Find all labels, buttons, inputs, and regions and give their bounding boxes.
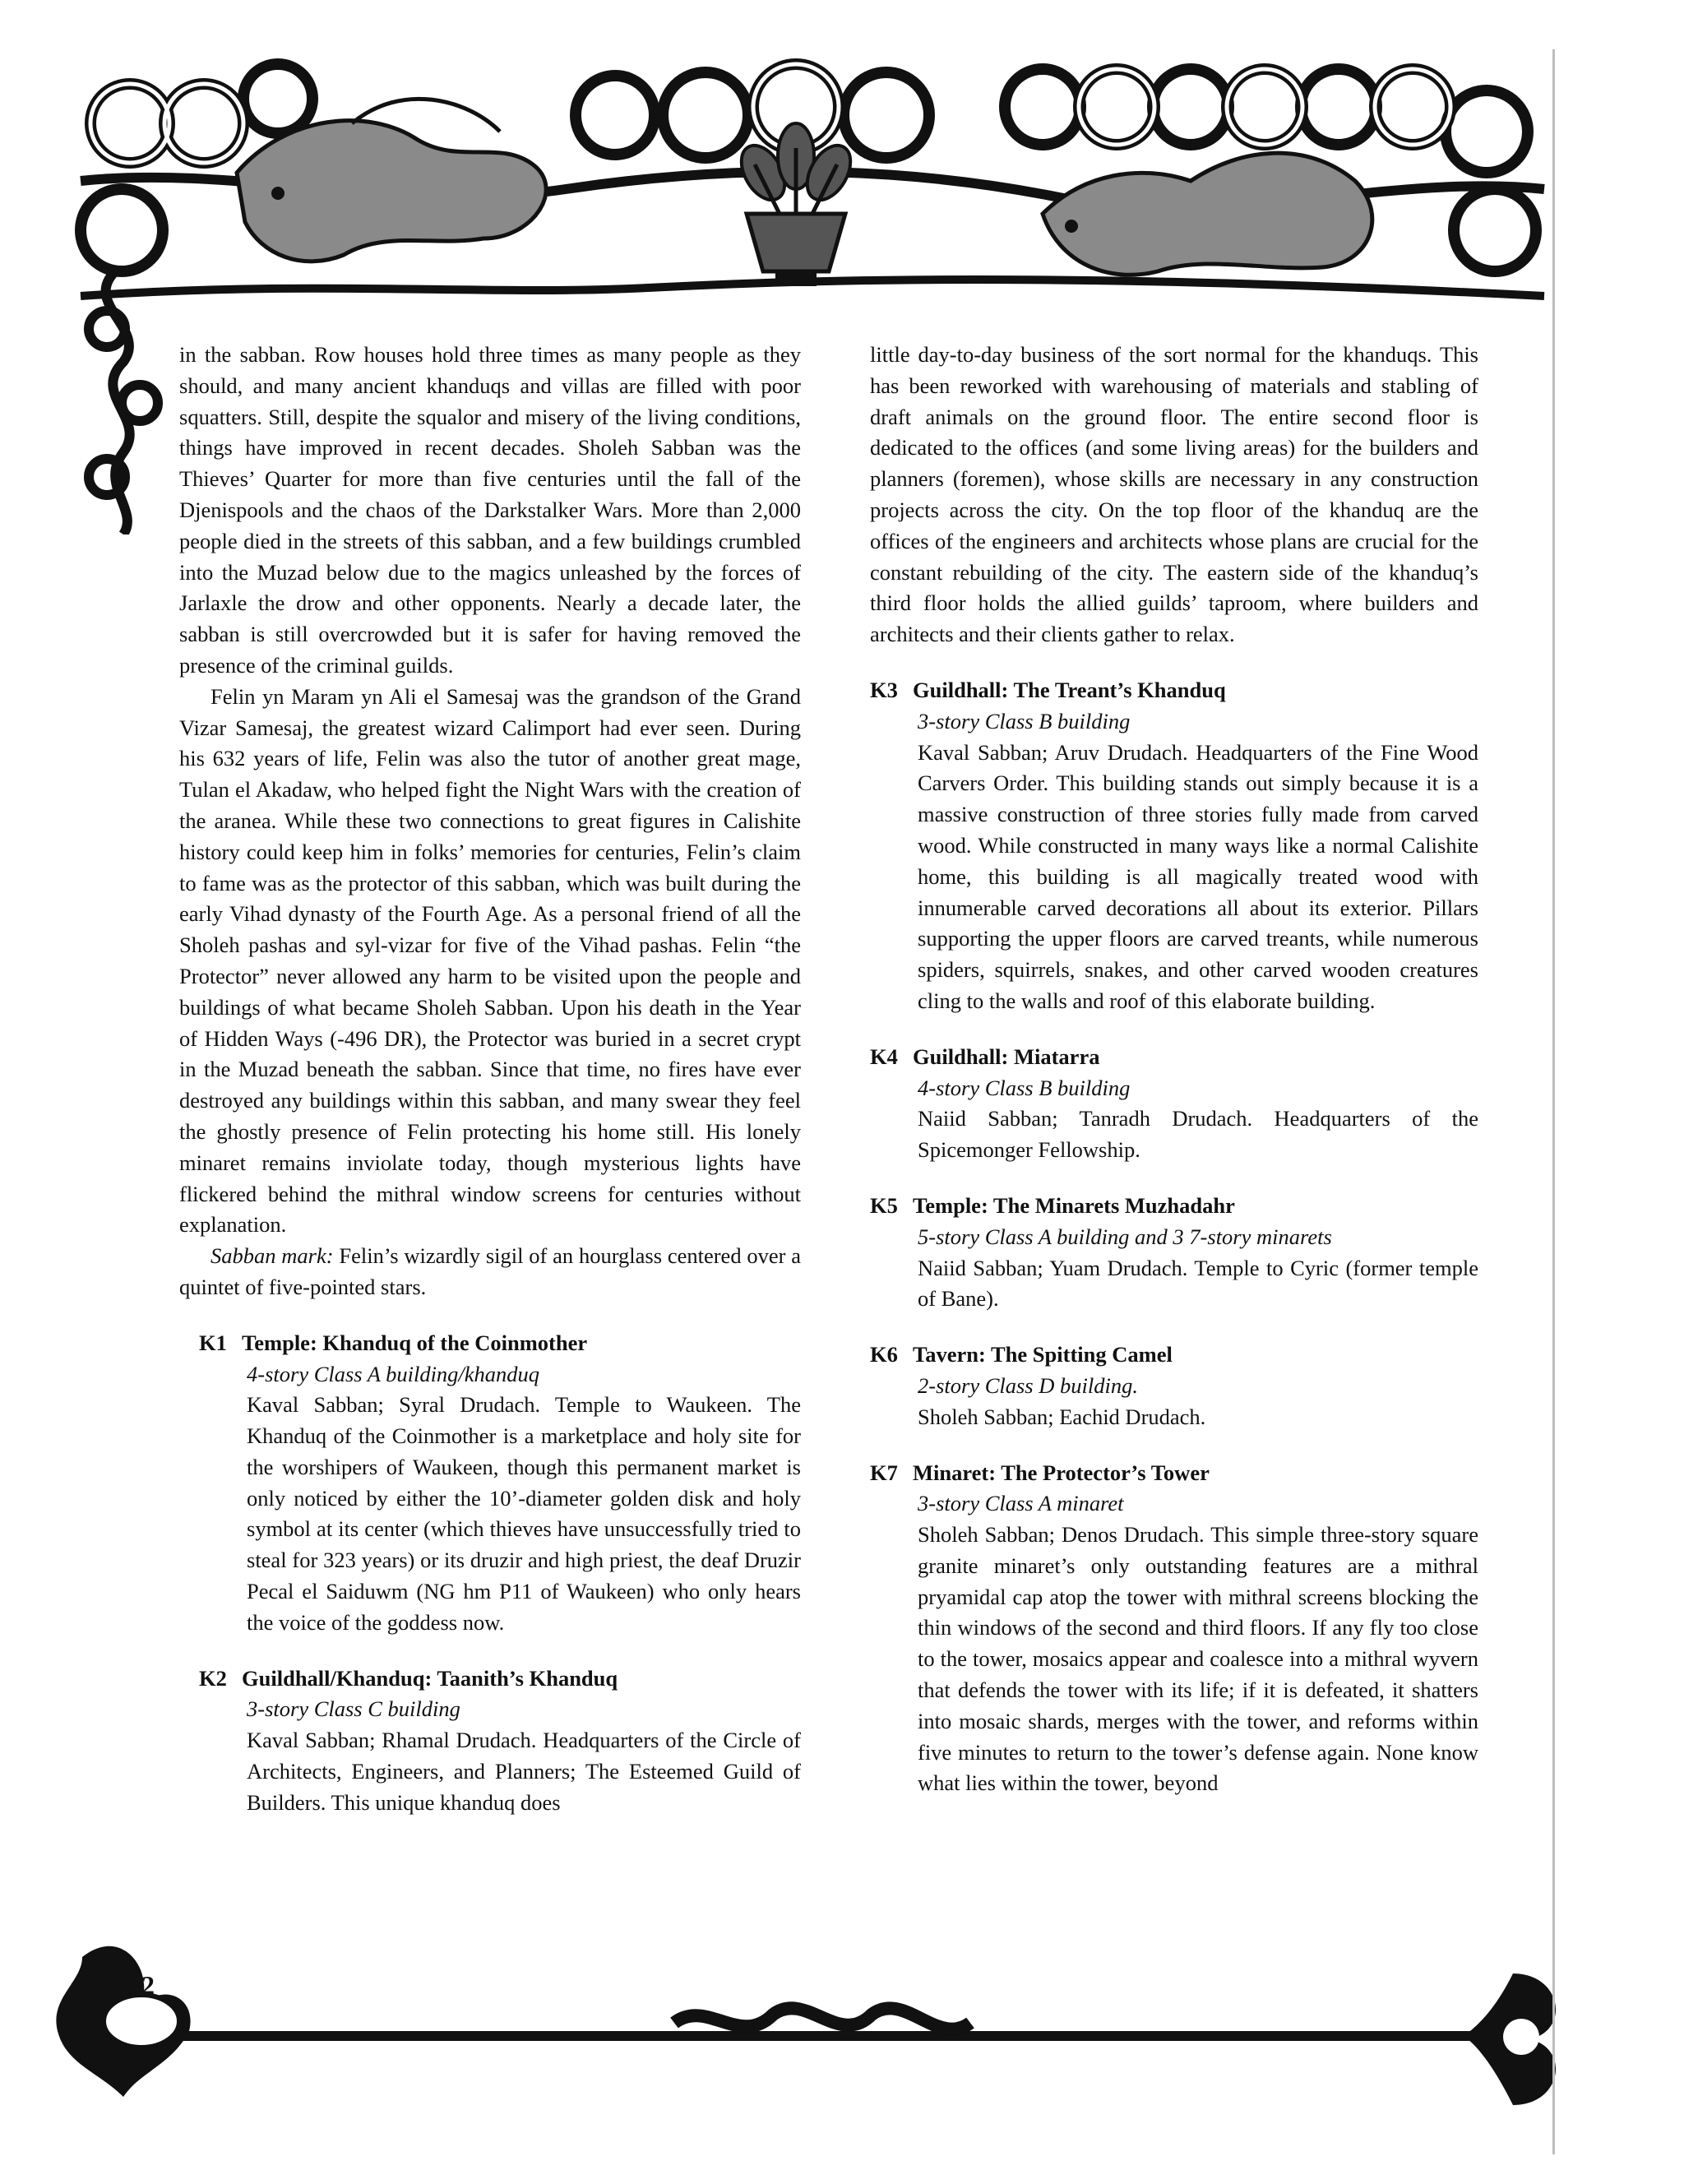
entry-subtitle: 5-story Class A building and 3 7-story minarets: [918, 1224, 1332, 1249]
entry-heading: [199, 1663, 801, 1695]
entry-code: K5: [870, 1192, 898, 1218]
entry-k5: [870, 1191, 1478, 1315]
entry-k6: [870, 1340, 1478, 1432]
entry-text: Naiid Sabban; Yuam Drudach. Temple to Cyric (former temple of Bane).: [918, 1255, 1478, 1312]
entry-text: Naiid Sabban; Tanradh Drudach. Headquarters of the Spicemonger Fellowship.: [918, 1106, 1478, 1163]
entry-title: Temple: Khanduq of the Coinmother: [242, 1330, 588, 1355]
entry-text: Kaval Sabban; Aruv Drudach. Headquarters of the Fine Wood Carvers Order. This building stands out simply because it is a massive construction of three stories fully made from carved wood. While constructed in many ways like a normal Calishite home, this building is all magically treated wood with innumerable carved decorations all about its exterior. Pillars supporting the upper floors are carved treants, while numerous spiders, squirrels, snakes, and other carved wooden creatures cling to the walls and roof of this elaborate building.: [918, 739, 1478, 1013]
entry-subtitle: 4-story Class A building/khanduq: [247, 1361, 540, 1386]
entry-title: Minaret: The Protector’s Tower: [913, 1460, 1210, 1485]
entry-text: Kaval Sabban; Rhamal Drudach. Headquarters of the Circle of Architects, Engineers, and Planners; The Esteemed Guild of Builders. This unique khanduq does: [247, 1728, 801, 1815]
entry-heading: [870, 1458, 1478, 1489]
paragraph-continuation: in the sabban. Row houses hold three times as many people as they should, and many ancient khanduqs and villas are filled with poor squatters. Still, despite the squalor and misery of the living conditions, things have improved in recent decades. Sholeh Sabban was the Thieves’ Quarter for more than five centuries until the fall of the Djenispools and the chaos of the Darkstalker Wars. More than 2,000 people died in the streets of this sabban, and a few buildings crumbled into the Muzad below due to the magics unleashed by the forces of Jarlaxle the drow and other opponents. Nearly a decade later, the sabban is still overcrowded but it is safer for having removed the presence of the criminal guilds.: [179, 342, 801, 678]
entry-code: K4: [870, 1043, 898, 1069]
entry-subtitle: 3-story Class B building: [918, 708, 1131, 733]
right-column: [870, 340, 1478, 1799]
entry-subtitle: 3-story Class A minaret: [918, 1491, 1124, 1516]
entry-k1: [199, 1328, 801, 1639]
entry-code: K6: [870, 1342, 898, 1367]
entry-heading: [870, 1042, 1478, 1073]
left-column: [179, 340, 801, 1819]
bottom-border-ornament: [49, 1924, 1571, 2113]
entry-k7: [870, 1458, 1478, 1800]
paragraph-k2-continuation: little day-to-day business of the sort normal for the khanduqs. This has been reworked with warehousing of materials and stabling of draft animals on the ground floor. The entire second floor is dedicated to the offices (and some living areas) for the builders and planners (foremen), whose skills are necessary in any construction projects across the city. On the top floor of the khanduq are the offices of the engineers and architects whose plans are crucial for the constant rebuilding of the city. The eastern side of the khanduq’s third floor holds the allied guilds’ taproom, where builders and architects and their clients gather to relax.: [870, 342, 1478, 647]
entry-subtitle: 4-story Class B building: [918, 1075, 1131, 1100]
paragraph-felin: Felin yn Maram yn Ali el Samesaj was the grandson of the Grand Vizar Samesaj, the greatest wizard Calimport had ever seen. During his 632 years of life, Felin was also the tutor of another great mage, Tulan el Akadaw, who helped fight the Night Wars with the creation of the aranea. While these two connections to great figures in Calishite history could keep him in folks’ memories for centuries, Felin’s claim to fame was as the protector of this sabban, which was built during the early Vihad dynasty of the Fourth Age. As a personal friend of all the Sholeh pashas and syl-vizar for five of the Vihad pashas. Felin “the Protector” never allowed any harm to be visited upon the people and buildings of what became Sholeh Sabban. Upon his death in the Year of Hidden Ways (-496 DR), the Protector was buried in a secret crypt in the Muzad beneath the sabban. Since that time, no fires have ever destroyed any buildings within this sabban, and many swear they feel the ghostly presence of Felin protecting his home still. His lonely minaret remains inviolate today, though mysterious lights have flickered behind the mithral window screens for centuries without explanation.: [179, 683, 801, 1238]
entry-k2: [199, 1663, 801, 1819]
scroll-ornament-left: [74, 271, 173, 534]
entry-heading: [870, 675, 1478, 706]
entry-title: Guildhall: Miatarra: [913, 1043, 1100, 1069]
entry-title: Tavern: The Spitting Camel: [913, 1342, 1173, 1367]
entry-code: K2: [199, 1665, 227, 1691]
entry-title: Guildhall/Khanduq: Taanith’s Khanduq: [242, 1665, 618, 1691]
entry-k4: [870, 1042, 1478, 1166]
entry-subtitle: 3-story Class C building: [247, 1696, 460, 1722]
entry-title: Guildhall: The Treant’s Khanduq: [913, 677, 1226, 702]
entry-text: Sholeh Sabban; Eachid Drudach.: [918, 1404, 1206, 1429]
sabban-mark-label: Sabban mark:: [210, 1243, 334, 1269]
page-number: 42: [128, 1970, 155, 2000]
entry-code: K3: [870, 677, 898, 702]
sabban-mark: [179, 1241, 801, 1303]
page-edge-line: [1552, 49, 1555, 2154]
entry-code: K7: [870, 1460, 898, 1485]
entry-heading: [870, 1340, 1478, 1371]
entry-heading: [870, 1191, 1478, 1222]
celtic-knot-top-border: [72, 49, 1552, 312]
entry-text: Kaval Sabban; Syral Drudach. Temple to Waukeen. The Khanduq of the Coinmother is a marketplace and holy site for the worshipers of Waukeen, though this permanent market is only noticed by either the 10’-diameter golden disk and holy symbol at its center (which thieves have unsuccessfully tried to steal for 323 years) or its druzir and high priest, the deaf Druzir Pecal el Saiduwm (NG hm P11 of Waukeen) who only hears the voice of the goddess now.: [247, 1392, 801, 1635]
entry-heading: [199, 1328, 801, 1359]
entry-k3: [870, 675, 1478, 1017]
entry-subtitle: 2-story Class D building.: [918, 1372, 1138, 1398]
entry-title: Temple: The Minarets Muzhadahr: [913, 1192, 1235, 1218]
entry-code: K1: [199, 1330, 227, 1355]
sabban-mark-text: Felin’s wizardly sigil of an hourglass centered over a quintet of five-pointed stars.: [179, 1243, 802, 1299]
entry-text: Sholeh Sabban; Denos Drudach. This simple three-story square granite minaret’s only outstanding features are a mithral pryamidal cap atop the tower with mithral screens blocking the thin windows of the second and third floors. If any fly too close to the tower, mosaics appear and coalesce into a mithral wyvern that defends the tower with its life; if it is defeated, it shatters into mosaic shards, merges with the tower, and reforms within five minutes to return to the tower’s defense again. None know what lies within the tower, beyond: [918, 1522, 1478, 1796]
